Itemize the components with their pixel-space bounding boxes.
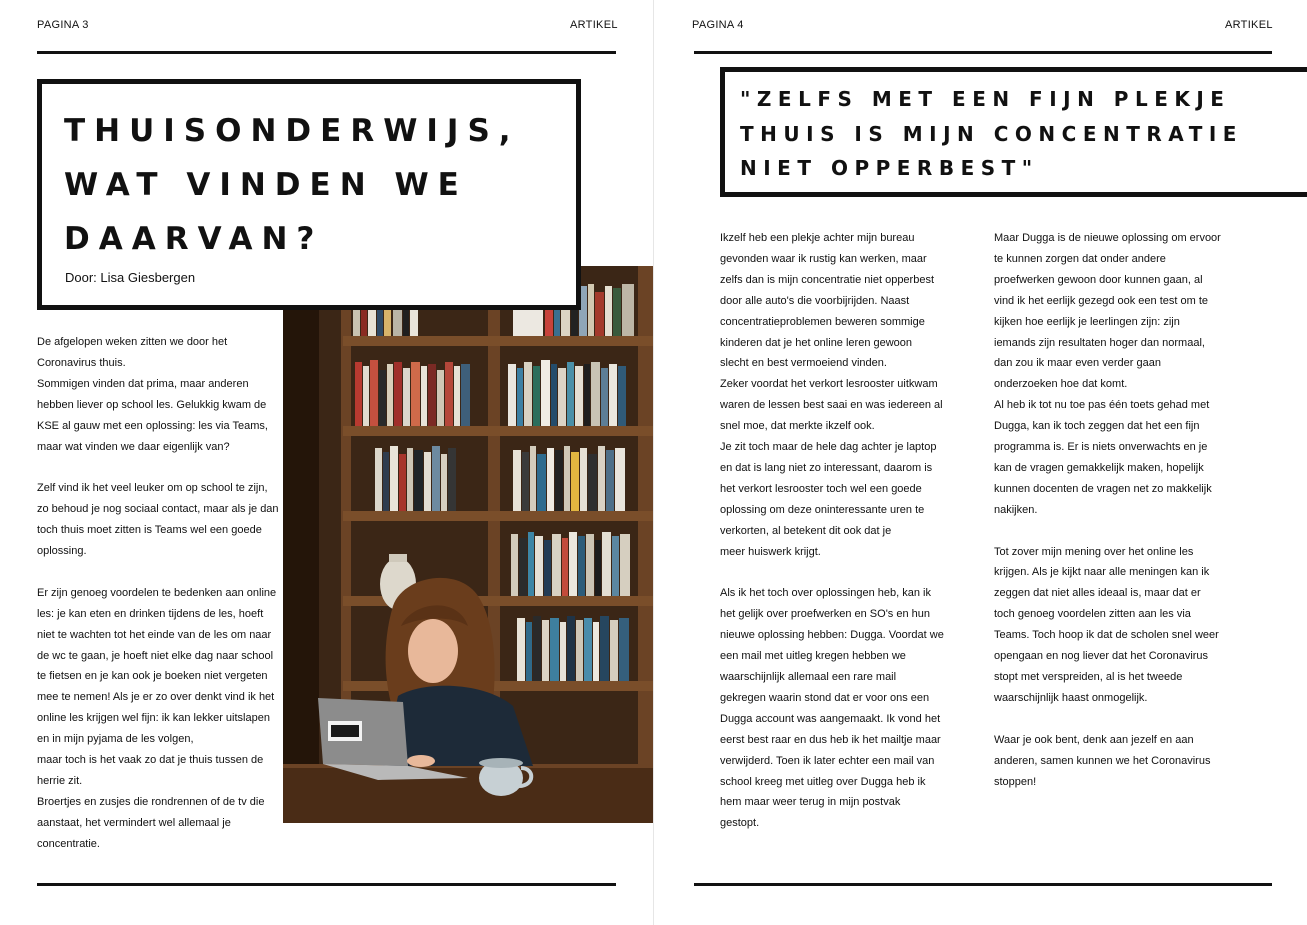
text-line: oplossing. [37, 545, 87, 558]
page-4 [654, 0, 1307, 925]
text-line: gekregen waarin stond dat er voor ons een [720, 691, 930, 704]
text-line: en in mijn pyjama de les volgen, [37, 733, 194, 746]
text-line: school kreeg met uitleg over Dugga heb ik [720, 775, 926, 788]
text-line: verkorten, al betekent dit ook dat je [720, 524, 892, 537]
text-line: online les krijgen wel fijn: ik kan lekker uitslapen [37, 712, 270, 725]
text-line: krijgen. Als je kijkt naar alle meningen kan ik [994, 566, 1210, 579]
text-line: stoppen! [994, 775, 1037, 788]
paragraph-gap [37, 457, 312, 478]
article-title [64, 104, 520, 266]
paragraph-gap [37, 562, 312, 583]
text-line: Tot zover mijn mening over het online les [994, 545, 1194, 558]
text-line: opengaan en nog liever dat het Coronavirus [994, 650, 1209, 663]
article-photo [283, 266, 654, 823]
top-rule [37, 51, 616, 54]
quote-line-2: THUIS IS MIJN CONCENTRATIE [740, 121, 1243, 146]
text-line: Je zit toch maar de hele dag achter je laptop [720, 441, 937, 454]
text-line: verwijderd. Toen ik later echter een mail van [720, 754, 935, 767]
page-number-label: PAGINA 4 [692, 19, 744, 31]
title-line-1: THUISONDERWIJS, [64, 113, 520, 149]
text-line: hebben liever op school les. Gelukkig kwam de [37, 398, 267, 411]
text-line: onderzoeken hoe dat komt. [994, 378, 1128, 391]
text-line: niet te wachten tot het einde van de les om naar [37, 628, 272, 641]
text-line: gevonden waar ik rustig kan werken, maar [720, 252, 927, 265]
text-line: een mail met uitleg kregen hebben we [720, 650, 906, 663]
text-line: het verkort lesrooster toch wel een goede [720, 482, 922, 495]
text-line: stopt met verspreiden, al is het tweede [994, 671, 1183, 684]
text-line: Zeker voordat het verkort lesrooster uitkwam [720, 378, 938, 391]
title-line-2: WAT VINDEN WE [64, 167, 468, 203]
text-line: waarschijnlijk haast onmogelijk. [994, 691, 1148, 704]
text-line: hem maar weer terug in mijn postvak [720, 796, 901, 809]
text-line: dan zou ik maar even verder gaan [994, 357, 1161, 370]
text-line: iemands zijn resultaten hoger dan normaal, [994, 336, 1205, 349]
text-line: kan de vragen gemakkelijk maken, hopelijk [994, 461, 1204, 474]
quote-line-1: "ZELFS MET EEN FIJN PLEKJE [740, 87, 1231, 111]
text-line: Al heb ik tot nu toe pas één toets gehad met [994, 399, 1210, 412]
text-line: concentratie. [37, 837, 100, 850]
text-line: mee te nemen! Als je er zo over denkt vind ik het [37, 691, 275, 704]
text-line: les: je kan eten en drinken tijdens de les, hoeft [37, 607, 264, 620]
text-line: herrie zit. [37, 775, 83, 787]
text-line: kunnen docenten de vragen net zo makkelijk [994, 482, 1212, 495]
title-box [37, 79, 581, 310]
top-rule [694, 51, 1272, 54]
article-body [37, 332, 312, 855]
text-line: nieuwe oplossing hebben: Dugga. Voordat we [720, 629, 944, 642]
text-line: de wc te gaan, je hoeft niet elke dag naar school [37, 649, 274, 662]
text-line: Teams. Toch hoop ik dat de scholen snel weer [994, 629, 1219, 642]
bottom-rule [37, 883, 616, 886]
text-line: Waar je ook bent, denk aan jezelf en aan [994, 733, 1194, 746]
text-line: Sommigen vinden dat prima, maar anderen [37, 377, 249, 390]
byline: Door: Lisa Giesbergen [65, 270, 196, 285]
text-line: snel moe, dat merkte ikzelf ook. [720, 420, 875, 433]
text-line: programma is. Er is niets onverwachts en je [994, 441, 1208, 454]
text-line: te fietsen en je kan ook je boeken niet vergeten [37, 670, 268, 683]
text-line: het gelijk over proefwerken en SO's en hun [720, 608, 930, 621]
text-line: zelfs dan is mijn concentratie niet opperbest [720, 273, 935, 286]
text-line: Ikzelf heb een plekje achter mijn bureau [720, 232, 915, 244]
text-line: Er zijn genoeg voordelen te bedenken aan online [37, 586, 277, 599]
quote-box [720, 67, 1307, 197]
text-line: Broertjes en zusjes die rondrennen of de tv die [37, 795, 265, 808]
text-line: KSE al gauw met een oplossing: les via Teams, [37, 419, 268, 432]
text-line: waren de lessen best saai en was iedereen al [720, 399, 943, 412]
paragraph-gap [720, 563, 975, 584]
text-line: oplossing om deze oninteressante uren te [720, 503, 925, 516]
text-line: meer huiswerk krijgt. [720, 545, 821, 558]
title-line-3: DAARVAN? [64, 221, 324, 257]
text-line: aanstaat, het vermindert wel allemaal je [37, 816, 231, 829]
text-line: Coronavirus thuis. [37, 356, 126, 369]
text-line: maar wat vinden we daar eigenlijk van? [37, 440, 230, 453]
text-line: kijken hoe eerlijk je leerlingen zijn: zijn [994, 315, 1180, 328]
paragraph-gap [994, 521, 1254, 542]
text-line: Dugga account was aangemaakt. Ik vond het [720, 712, 941, 725]
text-line: zo behoud je nog sociaal contact, maar als je dan [37, 503, 279, 516]
text-line: slecht en best vermoeiend vinden. [720, 357, 887, 370]
page-3 [0, 0, 653, 925]
text-line: en dat is lang niet zo interessant, daarom is [720, 461, 933, 474]
text-line: Zelf vind ik het veel leuker om op school te zijn, [37, 482, 268, 495]
text-line: kinderen dat je het online leren gewoon [720, 336, 913, 349]
quote-line-3: NIET OPPERBEST" [740, 156, 1039, 180]
text-line: toch thuis moet zitten is Teams wel een goede [37, 524, 262, 537]
text-line: waarschijnlijk allemaal een rare mail [720, 671, 897, 684]
text-line: maar toch is het vaak zo dat je thuis tussen de [37, 754, 264, 767]
text-line: Dugga, kan ik toch zeggen dat het een fijn [994, 420, 1200, 433]
pull-quote [740, 82, 1243, 186]
article-column-1 [720, 228, 975, 834]
text-line: Als ik het toch over oplossingen heb, kan ik [720, 587, 931, 600]
text-line: proefwerken gewoon door kunnen gaan, al [994, 273, 1203, 286]
page-number-label: PAGINA 3 [37, 19, 89, 31]
paragraph-gap [994, 709, 1254, 730]
text-line: eerst best raar en dus heb ik het mailtje maar [720, 733, 941, 746]
bottom-rule [694, 883, 1272, 886]
text-line: nakijken. [994, 503, 1038, 516]
text-line: gestopt. [720, 817, 760, 830]
section-label: ARTIKEL [1225, 19, 1273, 31]
section-label: ARTIKEL [570, 19, 618, 31]
text-line: Maar Dugga is de nieuwe oplossing om ervoor [994, 232, 1221, 244]
text-line: zeggen dat niet alles ideaal is, maar dat er [994, 587, 1201, 600]
text-line: door alle auto's die voorbijrijden. Naast [720, 294, 910, 307]
text-line: anderen, samen kunnen we het Coronavirus [994, 754, 1211, 767]
text-line: concentratieproblemen beweren sommige [720, 315, 925, 328]
text-line: De afgelopen weken zitten we door het [37, 336, 228, 348]
text-line: vind ik het eerlijk gezegd ook een test om te [994, 294, 1209, 307]
article-column-2 [994, 228, 1254, 792]
photo-illustration [283, 266, 654, 823]
text-line: toch genoeg voordelen zitten aan les via [994, 608, 1191, 621]
text-line: te kunnen zorgen dat onder andere [994, 252, 1166, 265]
